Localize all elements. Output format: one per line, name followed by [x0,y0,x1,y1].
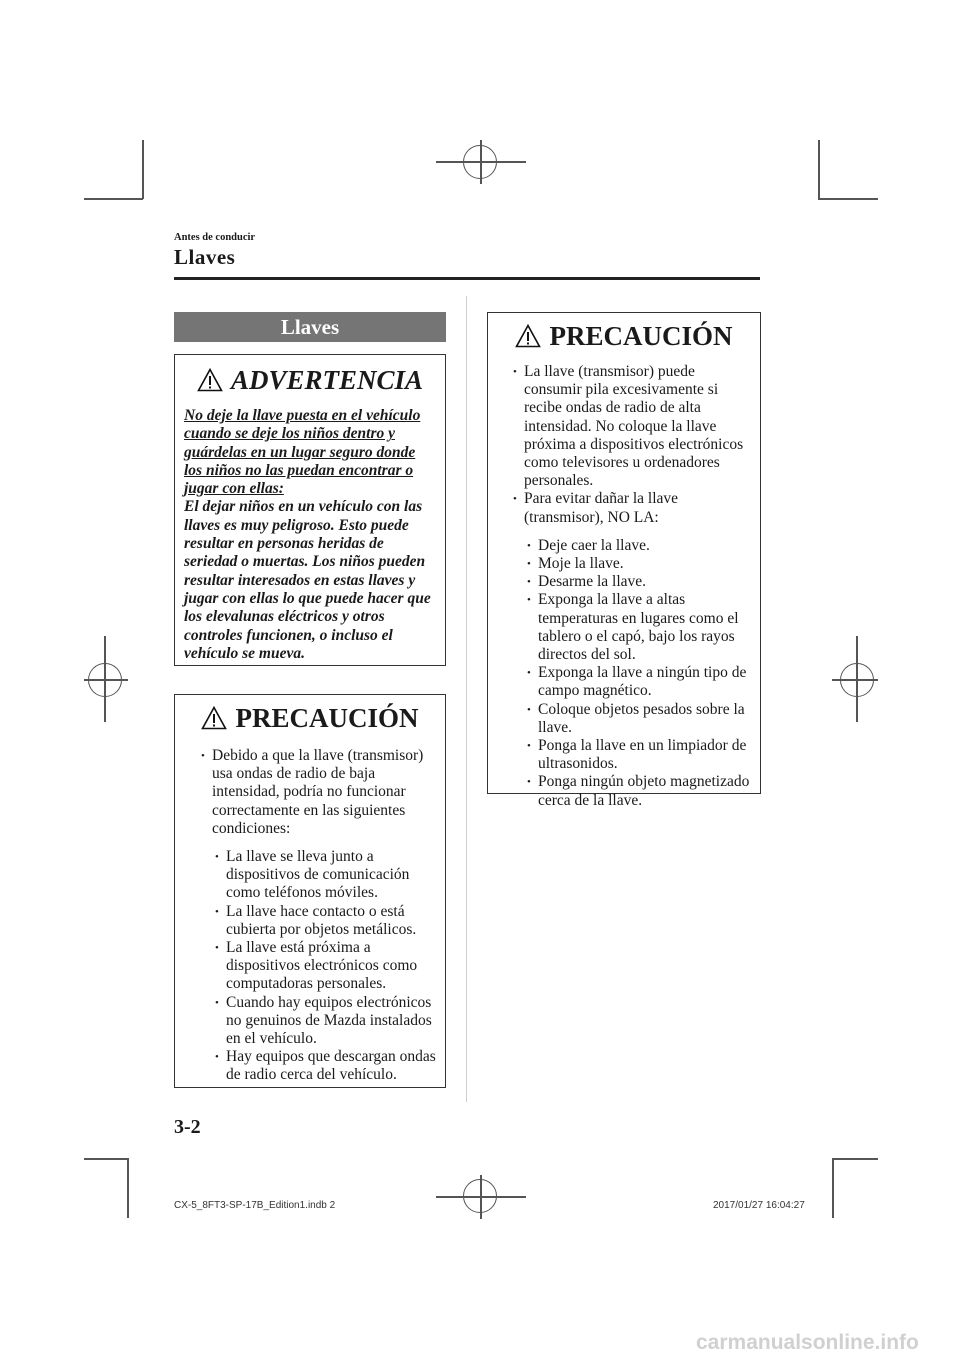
list-item: • Exponga la llave a altas temperaturas en lugares como el tablero o el capó, bajo los rayos directos del sol. [516,591,754,664]
caution-2-header [488,319,760,353]
topic-banner: Llaves [174,312,446,342]
caution-box-1 [174,694,446,1088]
warning-text [175,407,445,663]
warning-triangle-icon [515,324,541,348]
list-item: • Deje caer la llave. [516,537,754,555]
column-divider [466,296,467,1102]
list-item: • Desarme la llave. [516,573,754,591]
caution-1-list [190,747,437,838]
list-item: • Ponga ningún objeto magnetizado cerca de la llave. [516,773,754,809]
print-timestamp: 2017/01/27 16:04:27 [713,1200,805,1211]
warning-triangle-icon [201,706,227,730]
list-item: • Exponga la llave a ningún tipo de campo magnético. [516,664,754,700]
list-item: • Moje la llave. [516,555,754,573]
title-rule [174,277,760,280]
caution-1-sublist [204,848,437,1085]
caution-box-2 [487,312,761,809]
list-item: • Hay equipos que descargan ondas de radio cerca del vehículo. [204,1048,437,1084]
list-item: • La llave hace contacto o está cubierta por objetos metálicos. [204,903,437,939]
caution-1-heading: PRECAUCIÓN [235,702,419,733]
list-item: • Cuando hay equipos electrónicos no genuinos de Mazda instalados en el vehículo. [204,994,437,1049]
section-label: Antes de conducir [174,232,256,243]
caution-2-list [502,363,754,527]
list-item: • Ponga la llave en un limpiador de ultrasonidos. [516,737,754,773]
page-title: Llaves [174,245,236,269]
caution-1-header [175,701,445,735]
list-item: • La llave se lleva junto a dispositivos de comunicación como teléfonos móviles. [204,848,437,903]
warning-heading: ADVERTENCIA [230,364,424,395]
caution-2-heading: PRECAUCIÓN [549,320,733,351]
warning-underlined-text: No deje la llave puesta en el vehículo cuando se deje los niños dentro y guárdelas en un lugar seguro donde los niños no las puedan encontrar o jugar con ellas: [184,407,421,498]
list-item: • La llave está próxima a dispositivos electrónicos como computadoras personales. [204,939,437,994]
page-number: 3-2 [174,1116,201,1138]
list-item: • Debido a que la llave (transmisor) usa ondas de radio de baja intensidad, podría no funcionar correctamente en las siguientes condiciones: [190,747,437,838]
warning-header [175,363,445,397]
list-item: • Coloque objetos pesados sobre la llave. [516,701,754,737]
list-item: • La llave (transmisor) puede consumir pila excesivamente si recibe ondas de radio de alta intensidad. No coloque la llave próxima a dispositivos electrónicos como televisores u ordenadores personales. [502,363,754,490]
warning-body-text: El dejar niños en un vehículo con las llaves es muy peligroso. Esto puede resultar en personas heridas de seriedad o muertas. Los niños pueden resultar interesados en estas llaves y jugar con ellas lo que puede hacer que los elevalunas eléctricos y otros controles funcionen, o incluso el vehículo se mueva. [184,498,431,662]
caution-2-sublist [516,537,754,810]
list-item: • Para evitar dañar la llave (transmisor), NO LA: [502,490,754,526]
warning-box [174,354,446,666]
file-info: CX-5_8FT3-SP-17B_Edition1.indb 2 [174,1200,336,1211]
watermark: carmanualsonline.info [696,1331,919,1354]
warning-triangle-icon [197,368,223,392]
